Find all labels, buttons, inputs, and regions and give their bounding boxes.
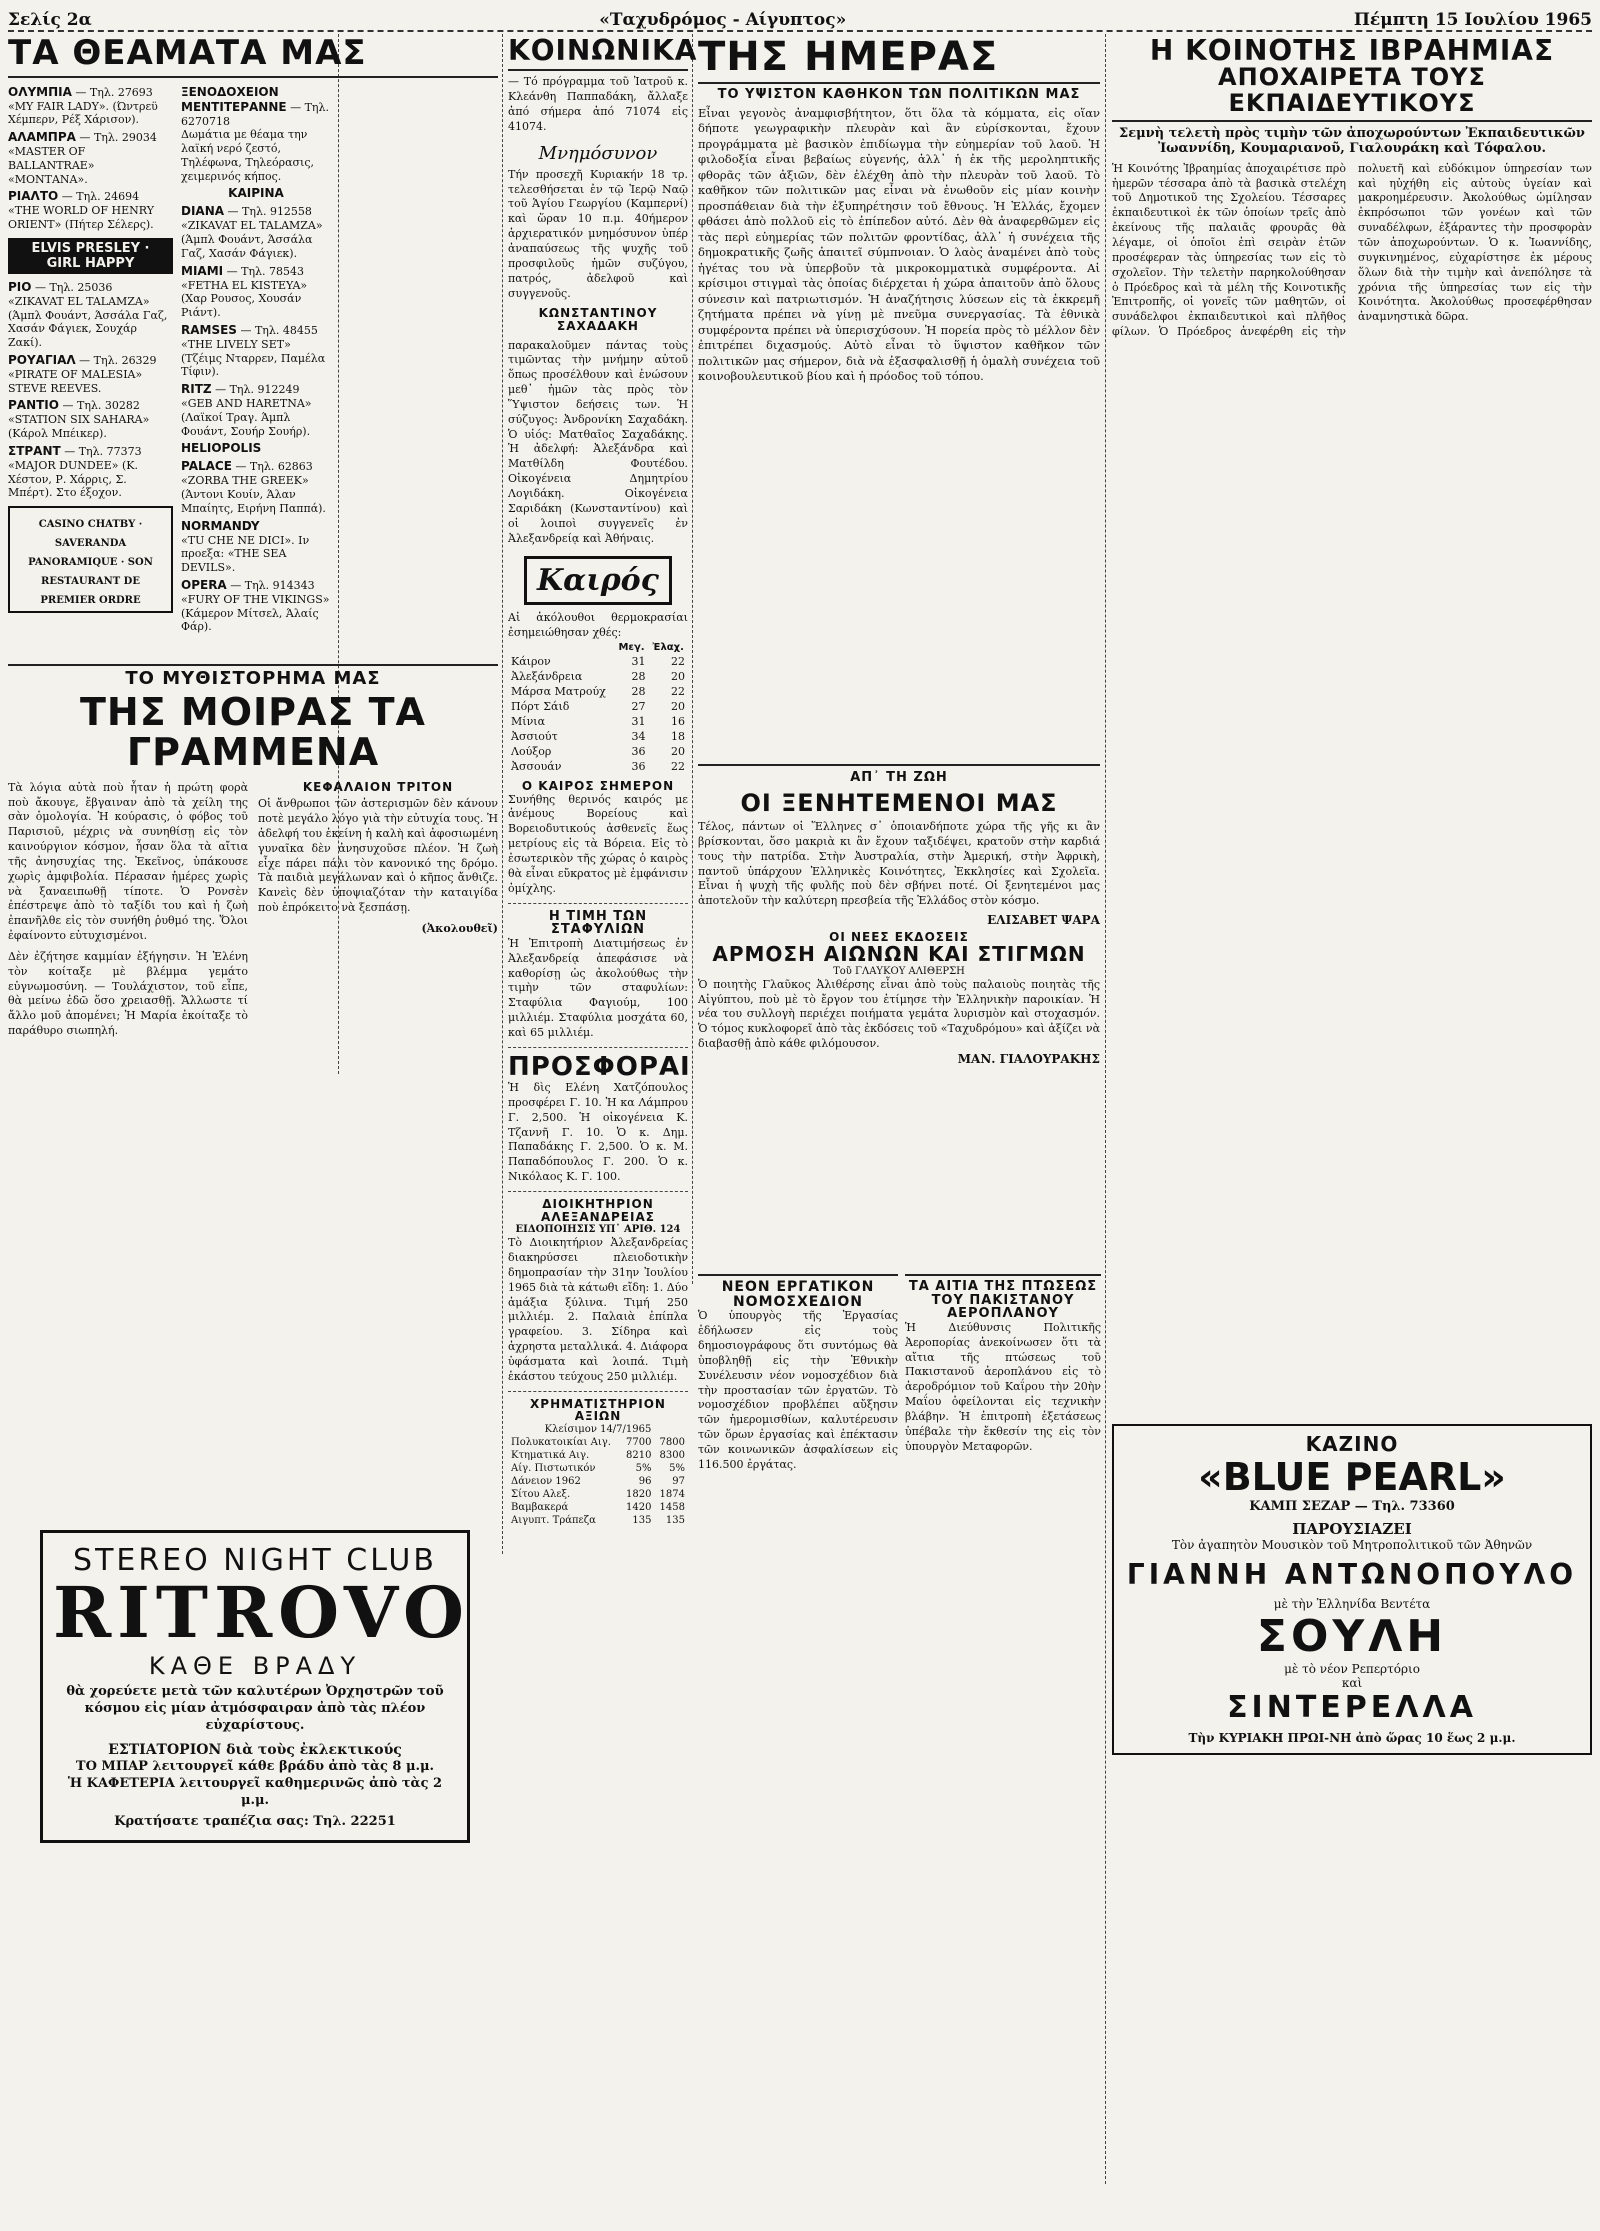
kazino-name: «BLUE PEARL» [1198,1454,1506,1499]
aitia-body: Ἡ Διεύθυνσις Πολιτικῆς Ἀεροπορίας ἀνεκοίνωσεν ὅτι τὰ αἴτια τῆς πτώσεως τοῦ Πακιστανοῦ ἀεροπλάνου εἰς τὸ ἀεροδρόμιον τοῦ Καΐρου τὴν 20ὴν Μαΐου ὀφείλονται εἰς τεχνικὴν βλάβην. Ἡ ἐπιτροπὴ ἐξετάσεως ὑπέβαλε τὴν ἔκθεσίν της εἰς τὸν ὑπουργὸν Μεταφορῶν. [905,1320,1101,1453]
xr-row [508,1436,688,1449]
name-text: παρακαλοῦμεν πάντας τοὺς τιμῶντας τὴν μνήμην αὐτοῦ ὅπως προσέλθουν καὶ ἑνώσουν μεθ᾽ ἡμῶν τὰς πρὸς τὸν Ὕψιστον δεήσεις των. Ἡ σύζυγος: Ἀνδρονίκη Σαχαδάκη. Ὁ υἱός: Ματθαῖος Σαχαδάκης. Ἡ ἀδελφή: Ἀλεξάνδρα καὶ Ματθίλδη Φουτέδου. Οἰκογένεια Δημητρίου Λογιδάκη. Οἰκογένεια Σαριδάκη (Κωνσταντίνου) καὶ οἱ λοιποὶ συγγενεῖς ἐν Ἀλεξανδρείᾳ καὶ Ἀθήναις. [508,338,688,545]
community-title-1: Η ΚΟΙΝΟΤΗΣ ΙΒΡΑΗΜΙΑΣ [1149,34,1555,67]
kairos-cell: 18 [671,730,685,744]
kazino-and: καὶ [1341,1675,1363,1690]
novel-section [8,660,498,1380]
kairos-cell: 36 [631,745,646,759]
theatre-entry: NORMANDY «TU CHE NE DICI». Ιν προεξα: «THE SEA DEVILS». [181,518,310,575]
kairos-logo: Καιρός [524,556,672,605]
tis-imeras-body: Εἶναι γεγονὸς ἀναμφισβήτητον, ὅτι ὅλα τὰ κόμματα, εἰς οἵαν δήποτε γεωγραφικὴν πλευρὰν καὶ ἂν εὑρίσκονται, ἔχουν προγράμματα μὲ βασικὸν ἐπιδίωγμα τὴν εὐημερίαν τοῦ λαοῦ. Ἡ φιλοδοξία εἶναι βεβαίως εὐγενής, ἀλλ᾽ ἡ ἐκ τῆς μεροληπτικῆς φθορᾶς τῶν ἀξιῶν, δὲν ἐλέχθη ἀπὸ τὴν πλευρὰν τοῦ λαοῦ. Τὸ καθῆκον τῶν πολιτικῶν μας εἶναι νὰ ἐνωθοῦν εἰς μίαν κοινὴν προσπάθειαν διὰ τὴν ἐξυπηρέτησιν τοῦ ἔθνους. Ἡ Ἑλλάς, ἔχομεν φθάσει ἀπὸ πολλοῦ εἰς τὸ ἐπίπεδον αὐτό. Δὲν θὰ ἀναφερθῶμεν εἰς τὰς περὶ εὐημερίας τῶν πολιτῶν φροντίδας, ἀλλ᾽ ἡ συνέχεια τῆς δημοκρατικῆς ζωῆς ἀπαιτεῖ σύμπνοιαν. Ὁ λαὸς ἀναμένει ἀπὸ τοὺς ἡγέτας του νὰ ὑπερβοῦν τὰ μικροκομματικὰ συμφέροντα. Αἱ κρίσιμοι στιγμαὶ τὰς ὁποίας διέρχεται ἡ χώρα ἀπαιτοῦν ἀπὸ ὅλους σύνεσιν καὶ πατριωτισμόν. Ἡ ἀναζήτησις λύσεων εἰς τὰ ἐκκρεμῆ ζητήματα πρέπει νὰ γίνῃ μὲ πνεῦμα συνεργασίας. Τὰ ἐθνικὰ συμφέροντα πρέπει νὰ ὑπερισχύσουν. Ἡ πορεία πρὸς τὸ μέλλον δὲν ἐπιτρέπει διχασμούς. Αὐτὸ εἶναι τὸ ὕψιστον καθῆκον τῶν πολιτικῶν μας σήμερον, διὰ νὰ ἐξασφαλισθῇ ἡ ὁμαλὴ συνέχεια τοῦ κοινοβουλευτικοῦ βίου καὶ ἡ πρόοδος τοῦ τόπου. [698,105,1100,384]
ritrovo-line6: ΤΟ ΜΠΑΡ λειτουργεῖ κάθε βράδυ ἀπὸ τὰς 8 μ.μ. [75,1758,435,1774]
theatre-entry: ΟΛΥΜΠΙΑ — Τηλ. 27693 «MY FAIR LADY». (Ώντρεϋ Χέμπερν, Ρέξ Χάρισον). [8,84,158,127]
dioikitirion-title: ΔΙΟΙΚΗΤΗΡΙΟΝ ΑΛΕΞΑΝΔΡΕΙΑΣ [541,1196,655,1224]
xr-cell: 7800 [659,1436,685,1448]
xr-row [508,1449,688,1462]
novel-col-2 [258,781,498,1039]
novel-kicker: ΤΟ ΜΥΘΙΣΤΟΡΗΜΑ ΜΑΣ [125,668,381,689]
xr-cell: 8210 [626,1449,652,1461]
xr-cell: Αιγυπτ. Τράπεζα [511,1514,596,1526]
kairos-row [508,669,688,684]
tis-imeras-title: ΤΗΣ ΗΜΕΡΑΣ [698,34,999,80]
koinonika-intro: — Τό πρόγραμμα τοῦ Ἰατροῦ κ. Κλεάνθη Παππαδάκη, ἄλλαξε ἀπό σήμερα ἀπό 71074 εἰς 41074. [508,75,688,133]
theatres-section [8,33,498,656]
life-body: Τέλος, πάντων οἱ Ἕλληνες σ᾽ ὁποιανδήποτε χώρα τῆς γῆς κι ἂν βρίσκονται, ὅσο μακριὰ κι ἂν ἔχουν ταξιδέψει, κρατοῦν στὴν καρδιά τους τὴν πατρίδα. Στὴν Ἀυστραλία, στὴν Ἀμερική, στὴν Ἀφρικὴ, παντοῦ ὑπάρχουν Ἑλληνικὲς Κοινότητες, Ἐκκλησίες καὶ Σχολεῖα. Εἶναι ἡ ψυχὴ τῆς φυλῆς ποὺ δὲν σβήνει ποτέ. Οἱ ξενητεμένοι μας ἀποτελοῦν τὴν καλύτερη πρεσβεία τῆς Ἑλλάδος στὸν κόσμο. [698,820,1100,908]
novel-title: ΤΗΣ ΜΟΙΡΑΣ ΤΑ ΓΡΑΜΜΕΝΑ [80,689,426,774]
novel-body-1: Τὰ λόγια αὐτὰ ποὺ ἦταν ἡ πρώτη φορὰ ποὺ ἄκουγε, ἔβγαιναν ἀπὸ τὰ χείλη της σὰν ὁμολογία. Ἡ κούρασις, ὁ φόβος τοῦ Παρισιοῦ, μέχρις νὰ συνηθίσῃ εἰς τὸν καινούργιον κόσμον, ἦσαν ὅλα τὰ αἴτια τῆς ἀνησυχίας της. Ἐκεῖνος, ὑπάκουσε χωρὶς ἀμφιβολία. Πέρασαν ἡμέρες χωρὶς νὰ ξαναειπωθῇ τίποτε. Ὁ Ρονσὲν ἐπέστρεψε ἀπὸ τὸ ταξίδι του καὶ ἡ ζωὴ ἐπανῆλθε εἰς τὸν συνήθη ῥυθμό της. Ὅλοι ἐφαίνοντο εὐτυχισμένοι. [8,780,248,943]
kairos-intro: Αἱ ἀκόλουθοι θερμοκρασίαι ἐσημειώθησαν χθές: [508,611,688,640]
kazino-desc: Τὸν ἀγαπητὸν Μουσικὸν τοῦ Μητροπολιτικοῦ τῶν Ἀθηνῶν [1171,1537,1533,1552]
xr-cell: 1458 [659,1501,685,1513]
novel-body-3: Οἱ ἄνθρωποι τῶν ἀστερισμῶν δὲν κάνουν ποτὲ μεγάλο λόγο γιὰ τὴν εὐτυχία τους. Ἡ ἀδελφή του ἐκείνη ἡ καλὴ καὶ ἀφοσιωμένη γυναῖκα δὲν ἀνησυχοῦσε πλέον. Ἡ ζωὴ εἶχε πάρει πάλι τὸν κανονικό της δρόμο. Τὰ παιδιὰ μεγάλωναν καὶ ὁ κῆπος ἄνθιζε. Κανεὶς δὲν ὑποψιαζόταν τὴν καταιγίδα ποὺ ἐπρόκειτο νὰ ξεσπάσῃ. [258,797,498,915]
kairos-row [508,699,688,714]
book-author: Τοῦ ΓΛΑΥΚΟΥ ΑΛΙΘΕΡΣΗ [833,965,965,977]
kairos-cell: Ἀσσουάν [511,760,562,774]
theatres-col-a [8,82,173,638]
ergatikon-title: ΝΕΟΝ ΕΡΓΑΤΙΚΟΝ ΝΟΜΟΣΧΕΔΙΟΝ [721,1279,875,1310]
kazino-label: ΚΑΖΙΝΟ [1305,1431,1399,1456]
kairos-cell: Μάρσα Ματρούχ [511,685,606,699]
theatre-entry: ΣΤΡΑΝΤ — Τηλ. 77373 «MAJOR DUNDEE» (Κ. Χέστον, Ρ. Χάρρις, Σ. Μπέρτ). Στο έξοχον. [8,443,142,500]
masthead [8,4,1592,32]
xr-cell: 1420 [626,1501,652,1513]
kairos-cell: Μίνια [511,715,546,729]
ritrovo-line5: ΕΣΤΙΑΤΟΡΙΟΝ διὰ τοὺς ἐκλεκτικούς [108,1741,402,1758]
ad-blue-pearl [1112,1424,1592,1755]
ad-metro: ELVIS PRESLEY · GIRL HAPPY [8,238,173,274]
novel-continued: (Ἀκολουθεῖ) [421,922,498,936]
life-signature: ΕΛΙΣΑΒΕΤ ΨΑΡΑ [987,913,1100,928]
life-title: ΟΙ ΞΕΝΗΤΕΜΕΝΟΙ ΜΑΣ [740,788,1058,817]
xr-row [508,1475,688,1488]
theatre-entry: ΡΑΝΤΙΟ — Τηλ. 30282 «STATION SIX SAHARA» (Κάρολ Μπέικερ). [8,398,150,441]
kairos-table: Μεγ. Ἐλαχ. Κάιρον 31 22 Ἀλεξάνδρεια 28 20 Μάρσα Ματρούχ 28 22 Πόρτ Σάιδ 27 20 Μίνια 31 16 Ἀσσιούτ 34 18 Λούξορ 36 20 Ἀσσουάν 36 22 [508,641,688,774]
ritrovo-line8: Κρατήσατε τραπέζια σας: Τηλ. 22251 [114,1813,396,1829]
ritrovo-line3: ΚΑΘΕ ΒΡΑΔΥ [148,1652,362,1680]
tis-imeras-section [698,36,1100,756]
koinonika-section [508,34,698,1526]
kairos-today-text: Συνήθης θερινός καιρός με ἀνέμους Βορείους καὶ Βορειοδυτικούς ἀσθενεῖς ἕως μετρίους εἰς τὰ Βόρεια. Εἰς τὸ ἐσωτερικὸν τῆς χώρας ὁ καιρὸς θὰ εἶναι εὔκρατος μὲ ἐμφάνισιν ὀμίχλης. [508,792,688,895]
kairos-cell: 16 [671,715,685,729]
xr-cell: 5% [635,1462,652,1474]
column-divider [502,34,503,1554]
kairos-cell: 22 [671,760,685,774]
life-section [698,760,1100,1260]
book-signature: ΜΑΝ. ΓΙΑΛΟΥΡΑΚΗΣ [957,1051,1100,1066]
xrimatistirion-table [508,1436,688,1527]
theatre-entry: DIANA — Τηλ. 912558 «ZIKAVAT EL TALAMZA» (Άμπλ Φουάντ, Άσσάλα Γαζ, Χασάν Φάγιεκ). [181,204,323,260]
ritrovo-name: RITROVO [53,1571,470,1654]
xr-cell: Δάνειον 1962 [511,1475,581,1487]
theatre-entry: RAMSES — Τηλ. 48455 «THE LIVELY SET» (Τζέιμς Νταρρεν, Παμέλα Τίφιν). [181,322,326,379]
kazino-with: μὲ τὴν Ἑλληνίδα Βεντέτα [1273,1596,1431,1611]
dioikitirion-sub: ΕΙΔΟΠΟΙΗΣΙΣ ΥΠ᾽ ΑΡΙΘ. 124 [515,1224,681,1236]
kairos-row [508,684,688,699]
masthead-date: Πέμπτη 15 Ιουλίου 1965 [1353,10,1592,30]
xr-cell: 97 [672,1475,685,1487]
kairos-row [508,759,688,774]
community-body: Ἡ Κοινότης Ἰβραημίας ἀποχαιρέτισε πρὸ ἡμερῶν τέσσαρα ἀπὸ τὰ βασικὰ στελέχη τοῦ Δημοτικοῦ της Σχολείου. Τέσσαρες ἐκπαιδευτικοὶ ἐκ τῶν ὁποίων τρεῖς ἀπὸ ἐκείνους τῆς παλαιᾶς φρουρᾶς θὰ λέγαμε, οἱ ὁποῖοι ἐπὶ σειρὰν ἐτῶν προσέφεραν τὰς ὑπηρεσίας των εἰς τὸ σχολεῖον. Τὴν τελετὴν παρηκολούθησαν ὁ Πρόεδρος καὶ τὰ μέλη τῆς Κοινοτικῆς Ἐπιτροπῆς, οἱ γονεῖς τῶν μαθητῶν, οἱ συνάδελφοι ἐκπαιδευτικοὶ καὶ πλῆθος φίλων. Ὁ Πρόεδρος ἀνεφέρθη εἰς τὴν πολυετῆ καὶ εὐδόκιμον ὑπηρεσίαν των καὶ ηὐχήθη εἰς αὐτοὺς ὑγείαν καὶ μακροημέρευσιν. Ἀκολούθως ὡμίλησαν ἐκπρόσωποι τῶν γονέων καὶ τῶν συναδέλφων, ἐξάραντες τὴν προσφορὰν τῶν ἀποχωρούντων. Ὁ κ. Ἰωαννίδης, συγκινημένος, εὐχαρίστησε ἐκ μέρους ὅλων διὰ τὴν τιμὴν καὶ ἀνεπόλησε τὰ χρόνια τῆς ὑπηρεσίας των εἰς τὴν Κοινότητα. Ἀκολούθως προσεφέρθησαν ἀναμνηστικὰ δῶρα. [1112,161,1592,339]
new-books-kicker: ΟΙ ΝΕΕΣ ΕΚΔΟΣΕΙΣ [829,930,969,945]
ergatikon-body: Ὁ ὑπουργὸς τῆς Ἐργασίας ἐδήλωσεν εἰς τοὺς δημοσιογράφους ὅτι συντόμως θὰ ὑποβληθῇ εἰς τὴν Ἐθνικὴν Συνέλευσιν νέον νομοσχέδιον διὰ τὴν προστασίαν τῶν ἐργατῶν. Τὸ νομοσχέδιον προβλέπει αὔξησιν τῶν ἡμερομισθίων, καλυτέρευσιν τῶν ὅρων ἐργασίας καὶ ἐπέκτασιν τῶν κοινωνικῶν ἀσφαλίσεων εἰς 116.500 ἐργάτας. [698,1309,898,1471]
column-divider [692,34,693,1284]
xr-cell: 96 [638,1475,652,1487]
xr-cell: 135 [632,1514,652,1526]
xr-cell: 1874 [659,1488,685,1500]
kairos-cell: Πόρτ Σάιδ [511,700,570,714]
column-divider [1105,34,1106,2184]
kairos-row [508,714,688,729]
xr-cell: 1820 [626,1488,652,1500]
theatre-entry: PALACE — Τηλ. 62863 «ZORBA THE GREEK» (Άντονι Κουίν, Άλαν Μπαίητς, Ειρήνη Παππά). [181,459,326,515]
community-sub: Σεμνὴ τελετὴ πρὸς τιμὴν τῶν ἀποχωρούντων Ἐκπαιδευτικῶν Ἰωαννίδη, Κουμαριανοῦ, Γιαλουράκη καὶ Τόφαλου. [1119,125,1585,156]
xr-cell: 135 [665,1514,685,1526]
timi-title: Η ΤΙΜΗ ΤΩΝ ΣΤΑΦΥΛΙΩΝ [548,908,648,938]
theatres-col-b [181,82,331,638]
book-body: Ὁ ποιητὴς Γλαῦκος Ἀλιθέρσης εἶναι ἀπὸ τοὺς παλαιοὺς ποιητὰς τῆς Αἰγύπτου, ποὺ μὲ τὸ ἔργον του ἐτίμησε τὴν Ἑλληνικὴν παροικίαν. Ἡ νέα του συλλογὴ περιέχει ποιήματα γεμάτα λυρισμὸν καὶ στοχασμόν. Ὁ τόμος κυκλοφορεῖ ἀπὸ τὰς ἐκδόσεις τοῦ «Ταχυδρόμου» καὶ ἀξίζει νὰ διαβασθῇ ἀπὸ κάθε φιλόμουσον. [698,977,1100,1051]
kairos-cell: 36 [631,760,646,774]
kairos-cell: 20 [671,670,685,684]
life-kicker: ΑΠ᾽ ΤΗ ΖΩΗ [850,770,948,785]
masthead-paper: «Ταχυδρόμος - Αίγυπτος» [599,10,847,30]
prosfora-text: Ἡ δὶς Ελένη Χατζόπουλος προσφέρει Γ. 10. Ἡ κα Λάμπρου Γ. 2,500. Ἡ οἰκογένεια Κ. Τζαννῆ Γ. 10. Ὁ κ. Δημ. Παπαδάκης Γ. 2,500. Ὁ κ. Μ. Παπαδόπουλος Γ. 200. Ὁ κ. Νικόλαος Κ. Γ. 100. [508,1081,688,1184]
theatres-title: ΤΑ ΘΕΑΜΑΤΑ ΜΑΣ [8,33,367,73]
xr-row [508,1488,688,1501]
ritrovo-line4: θὰ χορεύετε μετὰ τῶν καλυτέρων Ὀρχηστρῶν τοῦ κόσμου εἰς μίαν ἀτμόσφαιραν ἀπὸ τὰς πλέον εὐχαρίστους. [66,1684,444,1733]
kairos-cell: Κάιρον [511,655,551,669]
xr-cell: Βαμβακερά [511,1501,569,1513]
kazino-address: ΚΑΜΠ ΣΕΖΑΡ — Τηλ. 73360 [1249,1498,1455,1514]
xr-cell: 5% [669,1462,685,1474]
xr-cell: 8300 [659,1449,685,1461]
masthead-page: Σελίς 2α [8,10,92,30]
mnimosyno-title: Μνημόσυνον [538,142,658,164]
kazino-artist: ΓΙΑΝΝΗ ΑΝΤΩΝΟΠΟΥΛΟ [1126,1557,1578,1591]
xr-row [508,1501,688,1514]
kairos-row [508,654,688,669]
xrimatistirion-sub: Κλείσιμον 14/7/1965 [544,1423,652,1435]
ritrovo-line7: Ἡ ΚΑΦΕΤΕΡΙΑ λειτουργεῖ καθημερινῶς ἀπὸ τὰς 2 μ.μ. [67,1775,443,1808]
xr-cell: Σίτου Αλεξ. [511,1488,571,1500]
ad-casino-chatby: CASINO CHATBY · SAVERANDA PANORAMIQUE · SON RESTAURANT DE PREMIER ORDRE [8,506,173,613]
novel-col-1 [8,781,248,1039]
kairos-cell: 27 [631,700,646,714]
aitia-section [905,1270,1101,2170]
theatre-entry: ΞΕΝΟΔΟΧΕΙΟΝ ΜΕΝΤΙΤΕΡΑΝΝΕ — Τηλ. 6270718 Δωμάτια με θέαμα την λαϊκή νερό ζεστό, Τηλέφωνα, Τηλεόρασις, χειμερινός κήπος. [181,84,329,183]
ergatikon-section [698,1270,898,2170]
kairos-row [508,744,688,759]
kairos-cell: 31 [631,655,646,669]
theatre-entry: ΡΟΥΑΓΙΑΛ — Τηλ. 26329 «PIRATE OF MALESIA» STEVE REEVES. [8,352,157,395]
theatre-entry: ΡΙΑΛΤΟ — Τηλ. 24694 «THE WORLD OF HENRY ORIENT» (Πήτερ Σέλερς). [8,189,155,232]
kairos-cell: 31 [631,715,646,729]
xr-cell: Κτηματικά Αιγ. [511,1449,590,1461]
novel-body-2: Δὲν ἐζήτησε καμμίαν ἐξήγησιν. Ἡ Ἑλένη τὸν κοίταξε μὲ βλέμμα γεμάτο εὐγνωμοσύνη. — Τουλάχιστον, τοῦ εἶπε, θὰ μείνω ἐδῶ ὅσο χρειασθῇ. Ἄλλωστε τί ἄλλο μοῦ ἀπομένει; Ἡ Μαρία ἐκοίταξε τὸ παράθυρο σιωπηλή. [8,949,248,1038]
dioikitirion-text: Τὸ Διοικητήριον Ἀλεξανδρείας διακηρύσσει πλειοδοτικὴν δημοπρασίαν τὴν 31ην Ἰουλίου 1965 διὰ τὰ κάτωθι εἴδη: 1. Δύο ἁμάξια ξύλινα. Τιμή 250 μιλλιέμ. 2. Παλαιὰ ἐπίπλα γραφείου. 3. Σίδηρα καὶ ἀχρηστα μεταλλικά. 4. Διάφορα ὑφάσματα καὶ λοιπά. Τιμὴ ἑκάστου τεύχους 250 μιλλιέμ. [508,1236,688,1383]
book-title: ΑΡΜΟΣΗ ΑΙΩΝΩΝ ΚΑΙ ΣΤΙΓΜΩΝ [712,941,1086,966]
name-heading: ΚΩΝΣΤΑΝΤΙΝΟΥ ΣΑΧΑΔΑΚΗ [538,306,658,333]
novel-chapter: ΚΕΦΑΛΑΙΟΝ ΤΡΙΤΟΝ [302,779,454,794]
theatre-entry: HELIOPOLIS [181,441,262,456]
theatre-entry: ΡΙΟ — Τηλ. 25036 «ZIKAVAT EL TALAMZA» (Άμπλ Φουάντ, Άσσάλα Γαζ, Χασάν Φάγιεκ, Σουχάρ Ζακί). [8,279,168,350]
xr-cell: 7700 [626,1436,652,1448]
theatre-entry: ΚΑΙΡΙΝΑ [228,186,284,201]
prosfora-title: ΠΡΟΣΦΟΡΑΙ [508,1051,691,1082]
xr-row [508,1514,688,1527]
theatre-entry: MIAMI — Τηλ. 78543 «FETHA EL KISTEYA» (Χαρ Ρουσος, Χουσάν Ριάντ). [181,263,308,320]
kairos-cell: 28 [631,685,646,699]
aitia-title: ΤΑ ΑΙΤΙΑ ΤΗΣ ΠΤΩΣΕΩΣ ΤΟΥ ΠΑΚΙΣΤΑΝΟΥ ΑΕΡΟΠΛΑΝΟΥ [908,1279,1098,1322]
kairos-cell: 20 [671,700,685,714]
kazino-repertoire: μὲ τὸ νέον Ρεπερτόριο [1284,1661,1420,1676]
kairos-cell: Ἀσσιούτ [511,730,558,744]
kairos-row [508,729,688,744]
koinonika-title: ΚΟΙΝΩΝΙΚΑ [508,34,698,67]
xr-row [508,1462,688,1475]
ritrovo-line1: STEREO NIGHT CLUB [73,1543,437,1578]
kairos-cell: 34 [631,730,646,744]
kairos-cell: 22 [671,655,685,669]
community-title-2: ΑΠΟΧΑΙΡΕΤΑ ΤΟΥΣ ΕΚΠΑΙΔΕΥΤΙΚΟΥΣ [1218,63,1486,117]
xrimatistirion-title: ΧΡΗΜΑΤΙΣΤΗΡΙΟΝ ΑΞΙΩΝ [530,1396,666,1424]
kairos-today-title: Ο ΚΑΙΡΟΣ ΣΗΜΕΡΟΝ [521,779,675,794]
timi-text: Ἡ Ἐπιτροπὴ Διατιμήσεως ἐν Ἀλεξανδρείᾳ ἀπεφάσισε νὰ καθορίσῃ ὡς ἀκολούθως τὴν τιμὴν τῶν σταφυλίων: Σταφύλια Φαγιούμ, 100 μιλλιέμ. Σταφύλια μοσχάτα 60, καὶ 65 μιλλιέμ. [508,936,688,1039]
kazino-sunday: Τὴν ΚΥΡΙΑΚΗ ΠΡΩΙ-ΝΗ ἀπὸ ὥρας 10 ἕως 2 μ.μ. [1188,1730,1516,1745]
ad-ritrovo [40,1530,470,1880]
kazino-presents: ΠΑΡΟΥΣΙΑΖΕΙ [1292,1519,1412,1538]
kairos-cell: Ἀλεξάνδρεια [511,670,583,684]
xr-cell: Αίγ. Πιστωτικόν [511,1462,596,1474]
xr-cell: Πολυκατοικίαι Αιγ. [511,1436,611,1448]
tis-imeras-sub: ΤΟ ΥΨΙΣΤΟΝ ΚΑΘΗΚΟΝ ΤΩΝ ΠΟΛΙΤΙΚΩΝ ΜΑΣ [717,87,1081,102]
kairos-cell: 20 [671,745,685,759]
mnimosyno-text: Τήν προσεχῆ Κυριακήν 18 τρ. τελεσθήσεται ἐν τῷ Ἱερῷ Ναῷ τοῦ Ἁγίου Γεωργίου (Καμπερνί) καὶ ὥραν 10 π.μ. 40ήμερον ἀρχιερατικόν μνημόσυνον ὑπέρ ἀναπαύσεως τῆς ψυχῆς τοῦ προσφιλοῦς ἡμῶν συζύγου, πατρός, ἀδελφοῦ καὶ συγγενοῦς. [508,167,688,300]
kazino-star: ΣΟΥΛΗ [1256,1610,1448,1662]
kairos-cell: 28 [631,670,646,684]
theatre-entry: OPERA — Τηλ. 914343 «FURY OF THE VIKINGS» (Κάμερον Μίτσελ, Άλαίς Φάρ). [181,577,330,634]
community-section [1112,36,1592,2186]
kazino-group: ΣΙΝΤΕΡΕΛΛΑ [1227,1689,1477,1725]
kairos-cell: Λούξορ [511,745,552,759]
theatre-entry: RITZ — Τηλ. 912249 «GEB AND HARETNA» (Λαϊκοί Τραγ. Άμπλ Φουάντ, Σουήρ Σουήρ). [181,382,312,438]
theatre-entry: ΑΛΑΜΠΡΑ — Τηλ. 29034 «MASTER OF BALLANTRAE» «ΜΟΝΤΑΝΑ». [8,130,157,186]
kairos-cell: 22 [671,685,685,699]
